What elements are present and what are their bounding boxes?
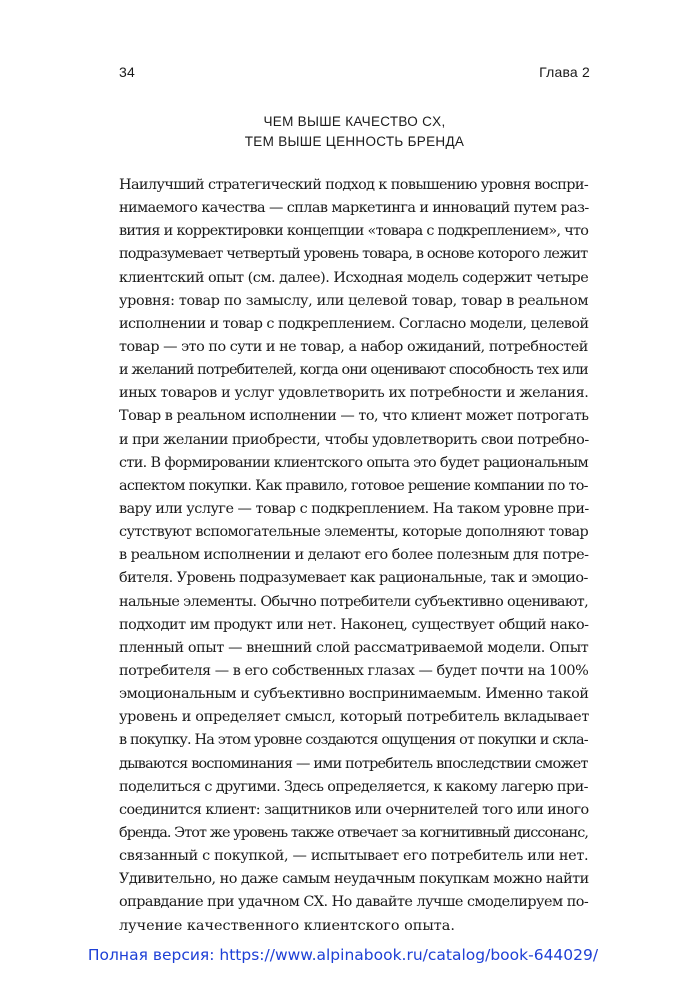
body-line: лучение качественного клиентского опыта. [119,917,455,934]
body-line: бренда. Этот же уровень также отвечает за когнитивный диссонанс, [119,824,588,841]
body-line: Удивительно, но даже самым неудачным покупкам можно найти [119,871,589,888]
body-line: сутствуют вспомогательные элементы, которые дополняют товар [119,524,589,541]
body-line: вару или услуге — товар с подкреплением. На таком уровне при- [119,500,589,517]
body-line: пленный опыт — внешний слой рассматриваемой модели. Опыт [119,639,589,656]
body-paragraph [119,174,590,938]
body-line: поделиться с другими. Здесь определяется, к какому лагерю при- [119,778,588,795]
body-line: вития и корректировки концепции «товара с подкреплением», что [119,223,589,240]
section-title-line-2: ТЕМ ВЫШЕ ЦЕННОСТЬ БРЕНДА [244,134,465,149]
section-title-line-1: ЧЕМ ВЫШЕ КАЧЕСТВО CX, [263,114,446,129]
body-line: и при желании приобрести, чтобы удовлетворить свои потребно- [119,431,589,448]
body-line: Наилучший стратегический подход к повышению уровня воспри- [119,177,589,193]
body-line: сти. В формировании клиентского опыта это будет рациональным [119,454,589,471]
body-line: в реальном исполнении и делают его более полезным для потре- [119,547,589,564]
page-number: 34 [119,64,135,80]
body-line: уровня: товар по замыслу, или целевой товар, товар в реальном [119,292,589,309]
body-line: аспектом покупки. Как правило, готовое решение компании по то- [119,477,588,494]
body-line: Товар в реальном исполнении — то, что клиент может потрогать [119,408,589,425]
body-line: иных товаров и услуг удовлетворить их потребности и желания. [119,385,589,402]
body-line: подразумевает четвертый уровень товара, в основе которого лежит [119,246,588,263]
body-line: уровень и определяет смысл, который потребитель вкладывает [119,709,590,726]
body-line: эмоциональным и субъективно воспринимаемым. Именно такой [119,686,589,703]
body-line: нальные элементы. Обычно потребители субъективно оценивают, [119,593,589,610]
body-line: в покупку. На этом уровне создаются ощущения от покупки и скла- [119,732,588,749]
body-line: подходит им продукт или нет. Наконец, существует общий нако- [119,616,589,633]
running-header-chapter: Глава 2 [539,64,590,80]
body-line: и желаний потребителей, когда они оценивают способность тех или [119,362,588,379]
body-line: бителя. Уровень подразумевает как рациональные, так и эмоцио- [119,570,588,587]
body-line: связанный с покупкой, — испытывает его потребитель или нет. [119,848,589,865]
body-line: оправдание при удачном CX. Но давайте лучше смоделируем по- [119,894,589,911]
body-line: потребителя — в его собственных глазах — будет почти на 100% [119,662,589,679]
body-line: клиентский опыт (см. далее). Исходная модель содержит четыре [119,269,589,286]
body-line: соединится клиент: защитников или очернителей того или иного [119,801,589,818]
section-title [119,112,590,152]
body-line: исполнении и товар с подкреплением. Согласно модели, целевой [119,315,589,332]
body-line: товар — это по сути и не товар, а набор ожиданий, потребностей [119,338,588,355]
full-version-link[interactable]: Полная версия: https://www.alpinabook.ru/catalog/book-644029/ [87,946,599,964]
body-line: нимаемого качества — сплав маркетинга и инноваций путем раз- [119,200,589,217]
body-line: дываются воспоминания — ими потребитель впоследствии сможет [119,755,588,772]
